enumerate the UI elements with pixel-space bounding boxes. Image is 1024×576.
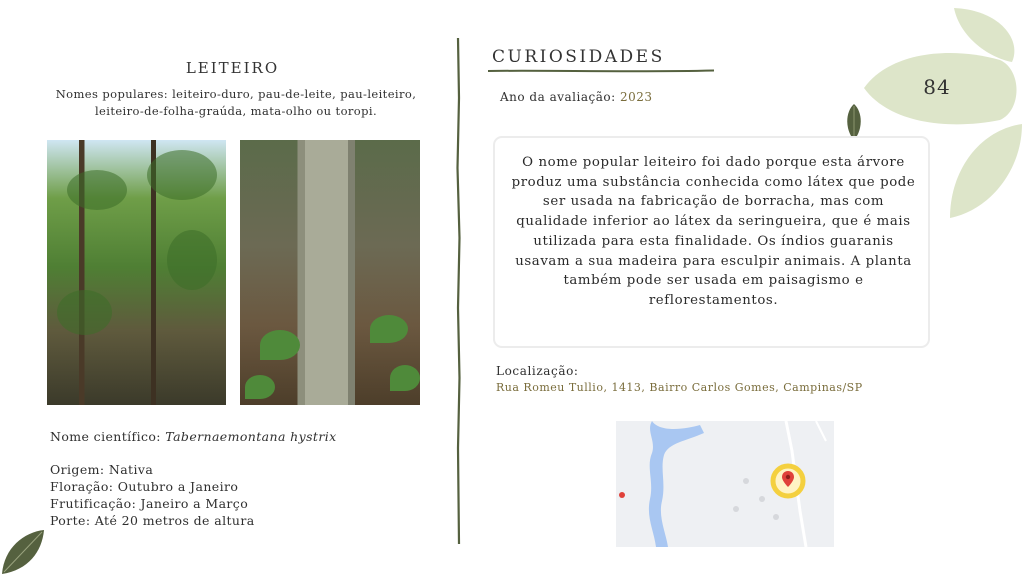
tree-photo-trunk	[240, 140, 420, 405]
scientific-label: Nome científico:	[50, 429, 161, 444]
location-label: Localização:	[496, 364, 579, 378]
fact-flowering: Floração: Outubro a Janeiro	[50, 479, 239, 494]
location-map[interactable]	[616, 421, 834, 547]
fact-origin: Origem: Nativa	[50, 462, 154, 477]
column-divider	[455, 38, 463, 544]
fact-fruiting: Frutificação: Janeiro a Março	[50, 496, 249, 511]
plant-facts	[50, 461, 255, 529]
location-address: Rua Romeu Tullio, 1413, Bairro Carlos Gomes, Campinas/SP	[496, 381, 863, 394]
map-graphic	[616, 421, 834, 547]
scientific-name: Tabernaemontana hystrix	[165, 429, 337, 444]
map-pin-icon[interactable]	[782, 471, 794, 487]
title-underline	[488, 68, 714, 74]
curiosity-box	[493, 136, 930, 348]
plant-title: LEITEIRO	[185, 59, 280, 77]
popular-names: Nomes populares: leiteiro-duro, pau-de-leite, pau-leiteiro, leiteiro-de-folha-graúda, mata-olho ou toropi.	[55, 87, 417, 118]
year-value: 2023	[619, 90, 653, 104]
section-title: CURIOSIDADES	[492, 47, 665, 67]
fact-size: Porte: Até 20 metros de altura	[50, 513, 255, 528]
scientific-name-line	[50, 429, 337, 444]
year-label: Ano da avaliação:	[500, 90, 616, 104]
page-number: 84	[923, 75, 951, 99]
evaluation-year	[500, 90, 653, 104]
corner-leaf-icon	[0, 528, 46, 576]
tree-photo-canopy	[47, 140, 226, 405]
curiosity-text: O nome popular leiteiro foi dado porque esta árvore produz uma substância conhecida como látex que pode ser usada na fabricação de borracha, mas com qualidade inferior ao látex da seringueira, que é mais utilizada para esta finalidade. Os índios guaranis usavam a sua madeira para esculpir animais. A planta também pode ser usada em paisagismo e reflorestamentos.	[511, 155, 916, 308]
